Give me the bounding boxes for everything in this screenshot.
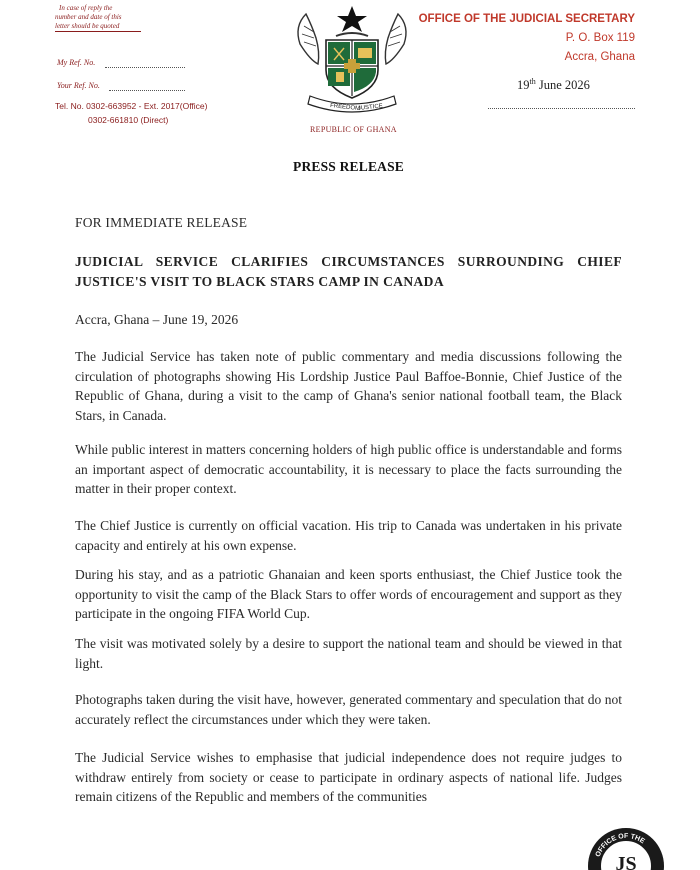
reply-note-line-3: letter should be quoted <box>55 22 141 32</box>
my-ref <box>57 58 185 67</box>
city: Accra, Ghana <box>564 51 635 63</box>
stamp-ring-text: OFFICE OF THE <box>594 832 646 859</box>
paragraph-3: The Chief Justice is currently on official vacation. His trip to Canada was undertaken in his private capacity and entirely at his own expense. <box>75 518 622 553</box>
telephone-block <box>55 99 255 127</box>
motto-right: JUSTICE <box>357 103 384 112</box>
paragraph-6: Photographs taken during the visit have, however, generated commentary and speculation that do not accurately reflect the circumstances under which they were taken. <box>75 692 622 727</box>
dateline: Accra, Ghana – June 19, 2026 <box>75 312 239 327</box>
office-stamp <box>586 826 666 870</box>
po-box: P. O. Box 119 <box>565 32 635 44</box>
date-day: 19 <box>517 78 530 93</box>
my-ref-label: My Ref. No. <box>57 58 96 67</box>
immediate-release: FOR IMMEDIATE RELEASE <box>75 215 248 230</box>
press-release-title: PRESS RELEASE <box>293 159 405 174</box>
reply-note-line-1: In case of reply the <box>59 4 113 12</box>
office-title: OFFICE OF THE JUDICIAL SECRETARY <box>418 13 635 25</box>
republic-label: REPUBLIC OF GHANA <box>310 125 397 134</box>
paragraph-7: The Judicial Service wishes to emphasise that judicial independence does not require judges to withdraw entirely from society or cease to participate in ordinary aspects of national life. Judges remain citizens of the Republic and members of the communities <box>75 750 622 804</box>
letter-date <box>517 77 590 93</box>
coat-of-arms-icon <box>292 4 412 116</box>
paragraph-5: The visit was motivated solely by a desire to support the national team and should be viewed in that light. <box>75 636 622 671</box>
headline: JUDICIAL SERVICE CLARIFIES CIRCUMSTANCES SURROUNDING CHIEF JUSTICE'S VISIT TO BLACK STARS CAMP IN CANADA <box>75 254 622 289</box>
date-underline <box>488 108 635 109</box>
your-ref <box>57 81 185 90</box>
your-ref-line <box>109 90 185 91</box>
tel-line-2: 0302-661810 (Direct) <box>88 115 169 125</box>
paragraph-4: During his stay, and as a patriotic Ghanaian and keen sports enthusiast, the Chief Justice took the opportunity to visit the camp of the Black Stars to offer words of encouragement and support as they participate in the ongoing FIFA World Cup. <box>75 567 622 621</box>
coat-of-arms <box>292 4 412 116</box>
tel-line-1: Tel. No. 0302-663952 - Ext. 2017(Office) <box>55 101 208 111</box>
stamp-icon <box>586 826 666 870</box>
reply-note-line-2: number and date of this <box>55 13 122 21</box>
paragraph-2: While public interest in matters concerning holders of high public office is understandable and forms an important aspect of democratic accountability, it is necessary to place the facts surrounding the matter in their proper context. <box>75 442 622 496</box>
motto-left: FREEDOM <box>329 103 361 113</box>
your-ref-label: Your Ref. No. <box>57 81 100 90</box>
paragraph-1: The Judicial Service has taken note of public commentary and media discussions following the circulation of photographs showing His Lordship Justice Paul Baffoe-Bonnie, Chief Justice of the Republic of Ghana, during a visit to the camp of Ghana's senior national football team, the Black Stars, in Canada. <box>75 349 622 423</box>
stamp-initials: JS <box>615 853 637 870</box>
date-suffix: th <box>529 77 536 86</box>
my-ref-line <box>105 67 185 68</box>
date-rest: June 2026 <box>535 78 590 93</box>
reply-note <box>55 4 141 32</box>
